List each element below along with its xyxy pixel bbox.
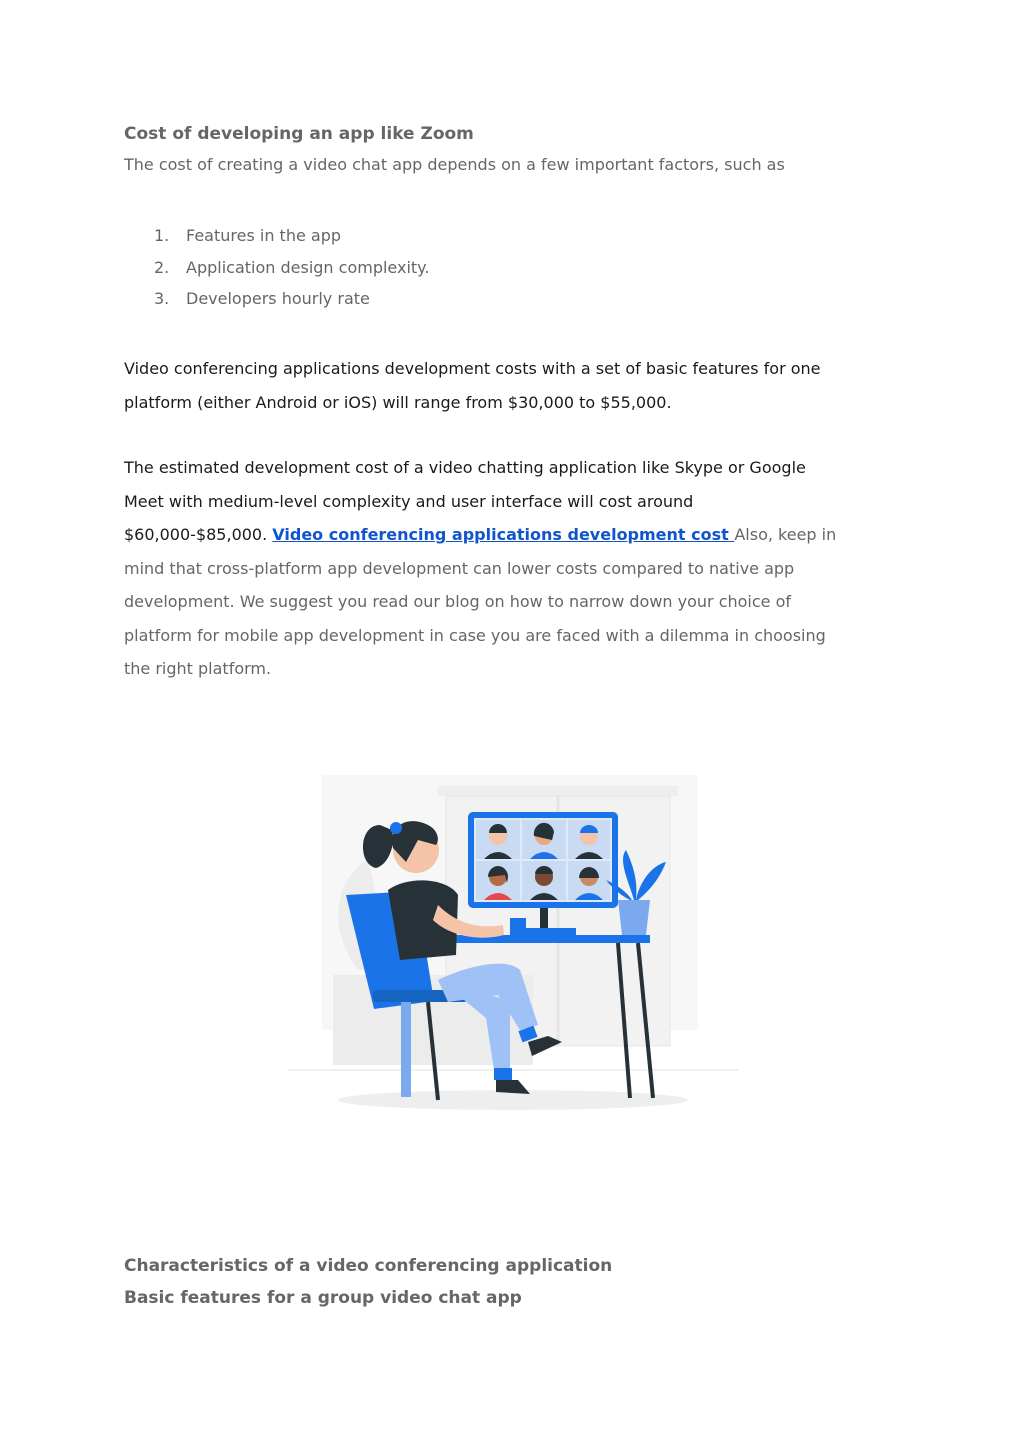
shoe (496, 1080, 530, 1094)
list-text: Application design complexity. (186, 257, 430, 277)
list-number: 2. (154, 257, 170, 277)
list-text: Developers hourly rate (186, 289, 370, 308)
paragraph-line: development. We suggest you read our blog on how to narrow down your choice of (124, 592, 792, 611)
paragraph-estimated-cost (124, 451, 904, 686)
list-number: 3. (154, 289, 170, 308)
paragraph-line-with-link (124, 518, 904, 552)
hair-tie (390, 822, 402, 834)
paragraph-line: platform (either Android or iOS) will range from $30,000 to $55,000. (124, 392, 672, 412)
section-heading-cost: Cost of developing an app like Zoom (124, 124, 474, 144)
cost-range-text: $60,000-$85,000. (124, 525, 273, 544)
section-heading-basic-features: Basic features for a group video chat app (124, 1288, 522, 1308)
list-number: 1. (154, 226, 170, 245)
mug (510, 918, 526, 935)
window-top (438, 786, 678, 796)
list-text: Features in the app (186, 226, 342, 245)
monitor-stand (540, 908, 548, 930)
chair-post (401, 1002, 411, 1097)
paragraph-line: The estimated development cost of a video chatting application like Skype or Google (124, 458, 806, 477)
paragraph-line: mind that cross-platform app development can lower costs compared to native app (124, 558, 795, 578)
cost-article-link[interactable]: Video conferencing applications development cost (272, 525, 735, 544)
paragraph-line: Video conferencing applications development costs with a set of basic features for one (124, 359, 821, 378)
intro-text: The cost of creating a video chat app depends on a few important factors, such as (124, 155, 785, 174)
paragraph-line: Meet with medium-level complexity and user interface will cost around (124, 491, 694, 511)
paragraph-line: platform for mobile app development in case you are faced with a dilemma in choosing (124, 625, 826, 645)
video-conference-illustration (288, 770, 738, 1115)
paragraph-line: the right platform. (124, 659, 272, 678)
paragraph-basic-cost (124, 352, 904, 419)
sock (494, 1068, 512, 1080)
desk-plant-pot (618, 900, 650, 935)
section-heading-characteristics: Characteristics of a video conferencing application (124, 1256, 613, 1276)
continuation-text: Also, keep in (734, 525, 837, 544)
